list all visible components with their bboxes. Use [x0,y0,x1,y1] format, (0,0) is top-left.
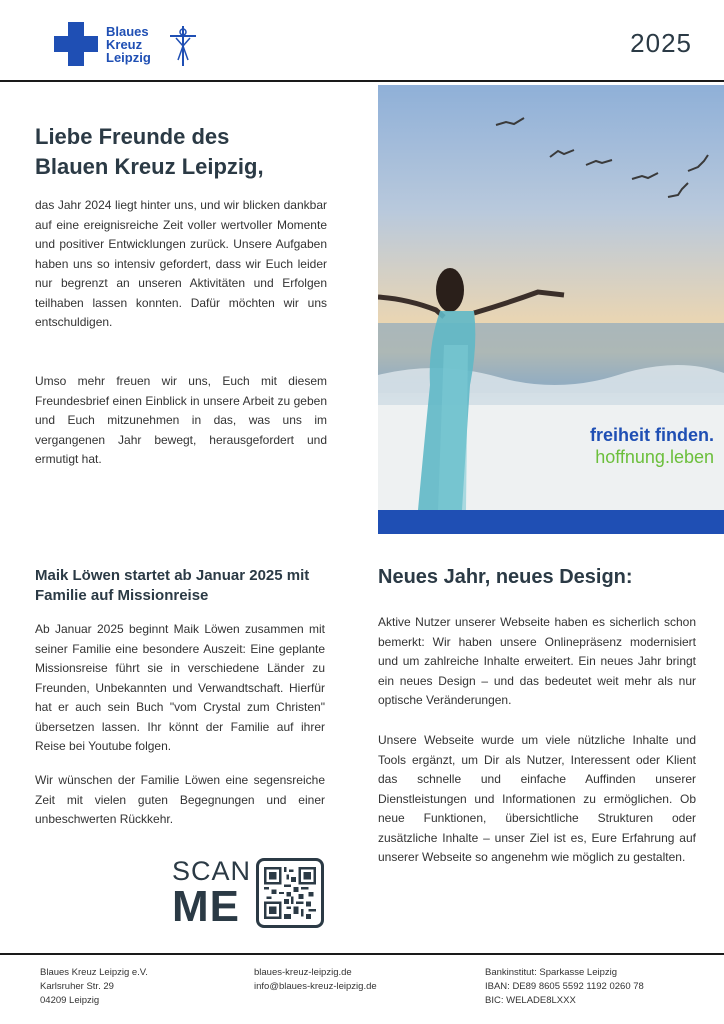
footer-bank-name: Bankinstitut: Sparkasse Leipzig [485,967,618,978]
birds [496,118,708,197]
hero-accent-bar [378,510,724,534]
mission-title: Maik Löwen startet ab Januar 2025 mit Familie auf Missionreise [35,567,310,604]
footer-divider [0,953,724,955]
footer-website-link[interactable]: blaues-kreuz-leipzig.de [254,967,352,978]
scan-label: SCAN [172,856,252,886]
design-title: Neues Jahr, neues Design: [378,566,633,588]
logo-text [106,25,151,64]
qr-code[interactable] [256,858,324,928]
footer-city: 04209 Leipzig [40,995,100,1006]
intro-title-line-1: Liebe Freunde des [35,124,230,149]
footer-iban: IBAN: DE89 8605 5592 1192 0260 78 [485,981,644,992]
logo-line-1: Blaues [106,23,149,39]
intro-title-line-2: Blauen Kreuz Leipzig, [35,154,264,179]
design-paragraph-1: Aktive Nutzer unserer Webseite haben es sicherlich schon bemerkt: Wir haben unsere Onlinepräsenz modernisiert und um zahlreiche Inhalte erweitert. Ein neues Jahr bringt ein neues Design – und das bedeutet weit mehr als nur optische Veränderungen. [378,615,696,707]
blue-cross-icon [54,22,98,66]
hero-tagline-1: freiheit finden. [589,425,714,445]
hero-image [378,85,724,510]
footer-bic: BIC: WELADE8LXXX [485,995,576,1006]
logo-line-3: Leipzig [106,49,151,65]
mission-paragraph-1: Ab Januar 2025 beginnt Maik Löwen zusammen mit seiner Familie eine besondere Auszeit: Eine geplante Missionsreise führt sie in verschiedene Länder zu Freunden, Unbekannten und Verwandtschaft. Hierfür hat er auch sein Buch "vom Crystal zum Christen" übersetzen lassen. Ihr könnt der Familie auf ihrer Reise bei Youtube folgen. [35,622,325,753]
intro-title [35,122,365,182]
year-label: 2025 [630,28,692,58]
footer-street: Karlsruher Str. 29 [40,981,114,992]
intro-paragraph-1: das Jahr 2024 liegt hinter uns, und wir blicken dankbar auf eine ereignisreiche Zeit voller wertvoller Momente und positiver Entwicklungen zurück. Unsere Aufgaben haben uns so intensiv gefordert, dass wir Euch leider nur begrenzt an unseren Aktivitäten und Erfolgen teilhaben lassen konnten. Dafür möchten wir uns entschuldigen. [35,198,327,329]
design-paragraph-2: Unsere Webseite wurde um viele nützliche Inhalte und Tools ergänzt, um Dir als Nutzer, Interessent oder Klient das schnelle und einfache Auffinden unserer Dienstleistungen und Informationen zu ermöglichen. Ob neue Funktionen, übersichtliche Strukturen oder zusätzliche Inhalte – unser Ziel ist es, Eure Erfahrung auf unserer Webseite so angenehm wie möglich zu gestalten. [378,733,696,864]
header [0,0,724,82]
qr-code-icon [264,866,316,920]
hero-tagline-2: hoffnung.leben [595,447,714,467]
intro-paragraph-2: Umso mehr freuen wir uns, Euch mit diesem Freundesbrief einen Einblick in unsere Arbeit zu geben und Euch mitzunehmen in das, was uns im vergangenen Jahr bewegt, herausgefordert und ermutigt hat. [35,374,327,466]
footer-bank [485,966,644,1008]
figure-cross-icon [166,24,200,68]
footer-email-link[interactable]: info@blaues-kreuz-leipzig.de [254,981,377,992]
me-label: ME [172,882,240,931]
footer-contact [254,966,377,994]
logo-line-2: Kreuz [106,36,143,52]
footer-org: Blaues Kreuz Leipzig e.V. [40,967,148,978]
scan-me-block[interactable] [172,856,332,932]
header-divider [0,80,724,82]
mission-paragraph-2: Wir wünschen der Familie Löwen eine segensreiche Zeit mit vielen guten Begegnungen und einer unbeschwerten Rückkehr. [35,773,325,826]
logo[interactable] [54,22,151,66]
footer-address [40,966,148,1008]
